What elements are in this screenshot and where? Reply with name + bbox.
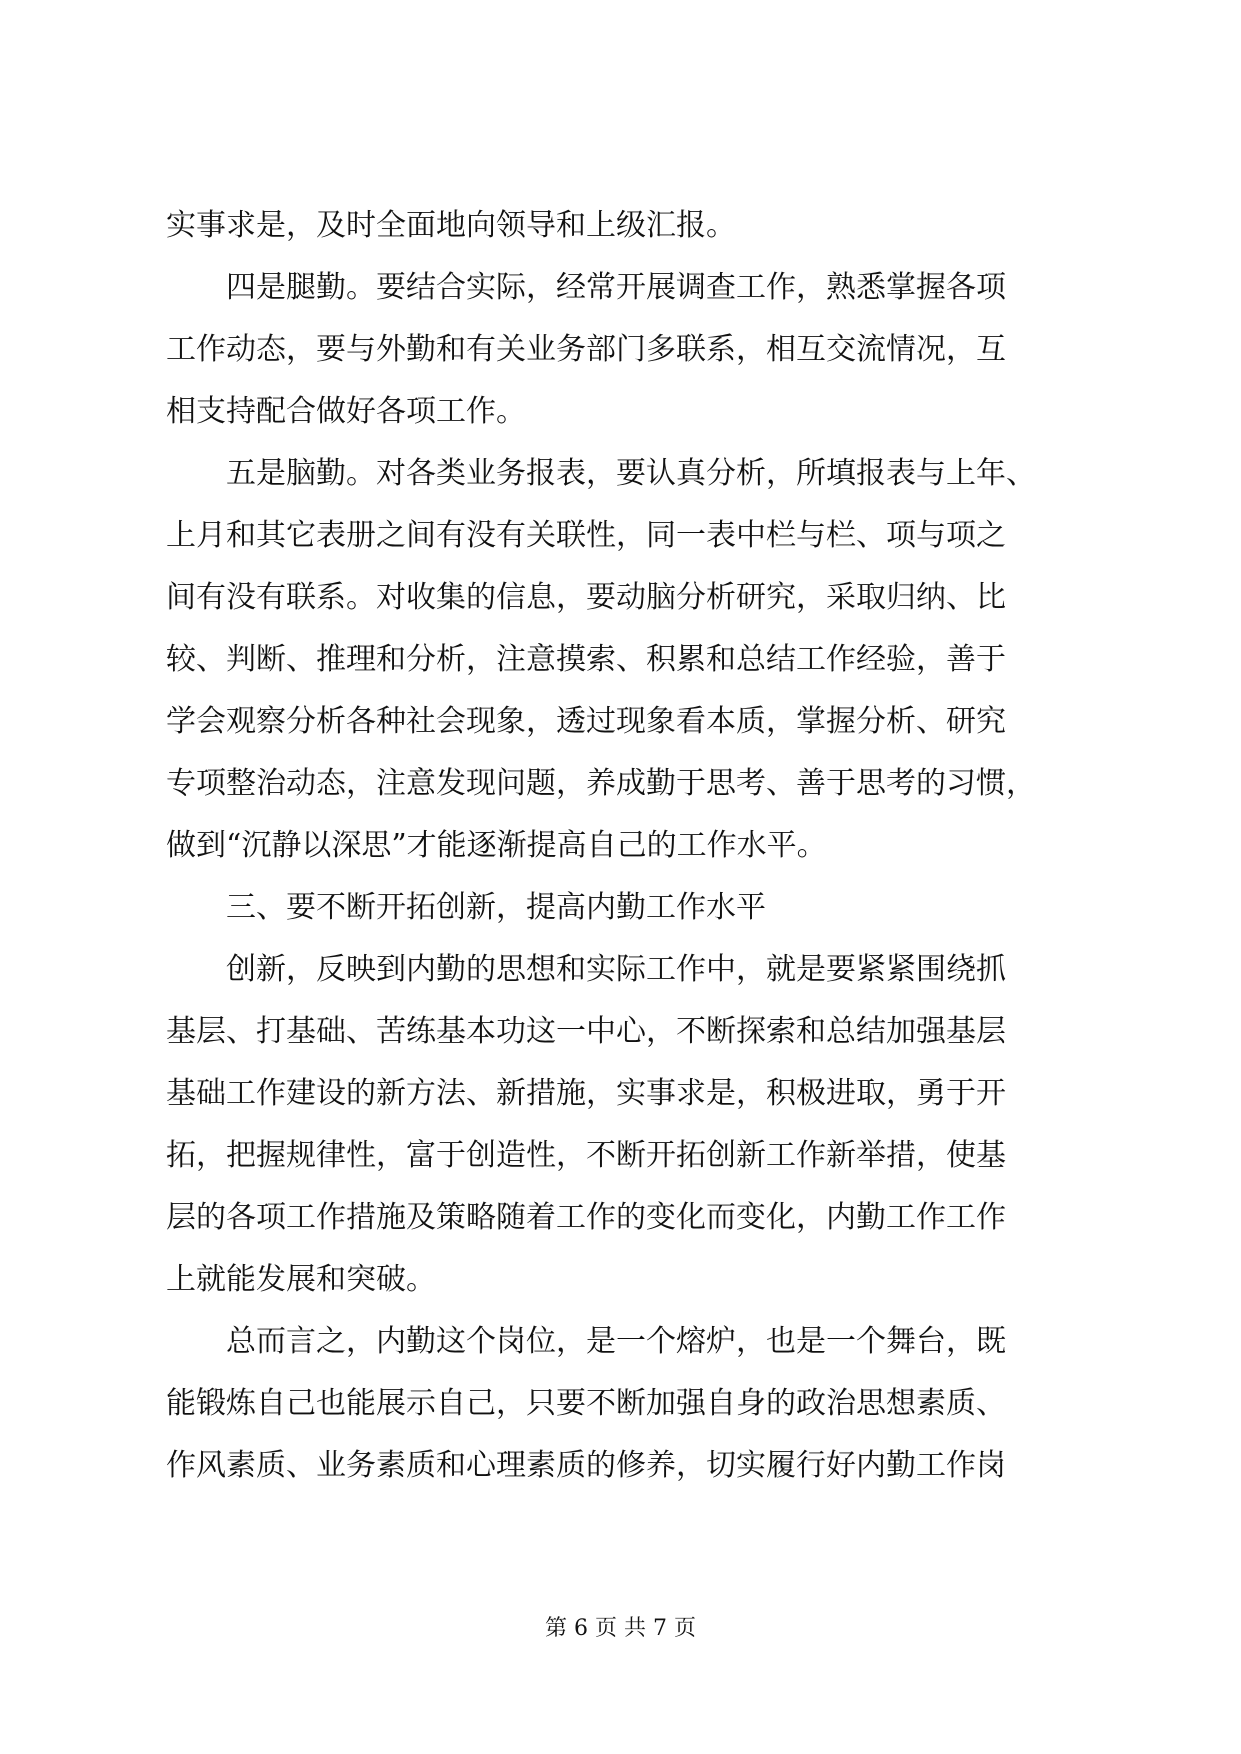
text-line: 实事求是，及时全面地向领导和上级汇报。 bbox=[166, 208, 736, 243]
text-line: 层的各项工作措施及策略随着工作的变化而变化，内勤工作工作 bbox=[166, 1200, 1006, 1235]
text-line: 作风素质、业务素质和心理素质的修养，切实履行好内勤工作岗 bbox=[166, 1448, 1006, 1483]
text-line: 上月和其它表册之间有没有关联性，同一表中栏与栏、项与项之 bbox=[166, 518, 1006, 553]
text-line: 做到“沉静以深思”才能逐渐提高自己的工作水平。 bbox=[166, 828, 827, 863]
text-line: 较、判断、推理和分析，注意摸索、积累和总结工作经验，善于 bbox=[166, 642, 1006, 677]
text-line: 五是脑勤。对各类业务报表，要认真分析，所填报表与上年、 bbox=[166, 456, 1036, 491]
text-line: 四是腿勤。要结合实际，经常开展调查工作，熟悉掌握各项 bbox=[166, 270, 1006, 305]
text-line: 总而言之，内勤这个岗位，是一个熔炉，也是一个舞台，既 bbox=[166, 1324, 1006, 1359]
text-line: 相支持配合做好各项工作。 bbox=[166, 394, 526, 429]
text-line: 基层、打基础、苦练基本功这一中心，不断探索和总结加强基层 bbox=[166, 1014, 1006, 1049]
section-heading: 三、要不断开拓创新，提高内勤工作水平 bbox=[166, 890, 766, 925]
text-line: 基础工作建设的新方法、新措施，实事求是，积极进取，勇于开 bbox=[166, 1076, 1006, 1111]
text-line: 专项整治动态，注意发现问题，养成勤于思考、善于思考的习惯， bbox=[166, 766, 1036, 801]
text-line: 上就能发展和突破。 bbox=[166, 1262, 436, 1297]
text-line: 能锻炼自己也能展示自己，只要不断加强自身的政治思想素质、 bbox=[166, 1386, 1006, 1421]
page-number-footer: 第 6 页 共 7 页 bbox=[545, 1616, 696, 1641]
text-line: 创新，反映到内勤的思想和实际工作中，就是要紧紧围绕抓 bbox=[166, 952, 1006, 987]
text-line: 间有没有联系。对收集的信息，要动脑分析研究，采取归纳、比 bbox=[166, 580, 1006, 615]
text-line: 拓，把握规律性，富于创造性，不断开拓创新工作新举措，使基 bbox=[166, 1138, 1006, 1173]
text-line: 学会观察分析各种社会现象，透过现象看本质，掌握分析、研究 bbox=[166, 704, 1006, 739]
text-line: 工作动态，要与外勤和有关业务部门多联系，相互交流情况，互 bbox=[166, 332, 1006, 367]
